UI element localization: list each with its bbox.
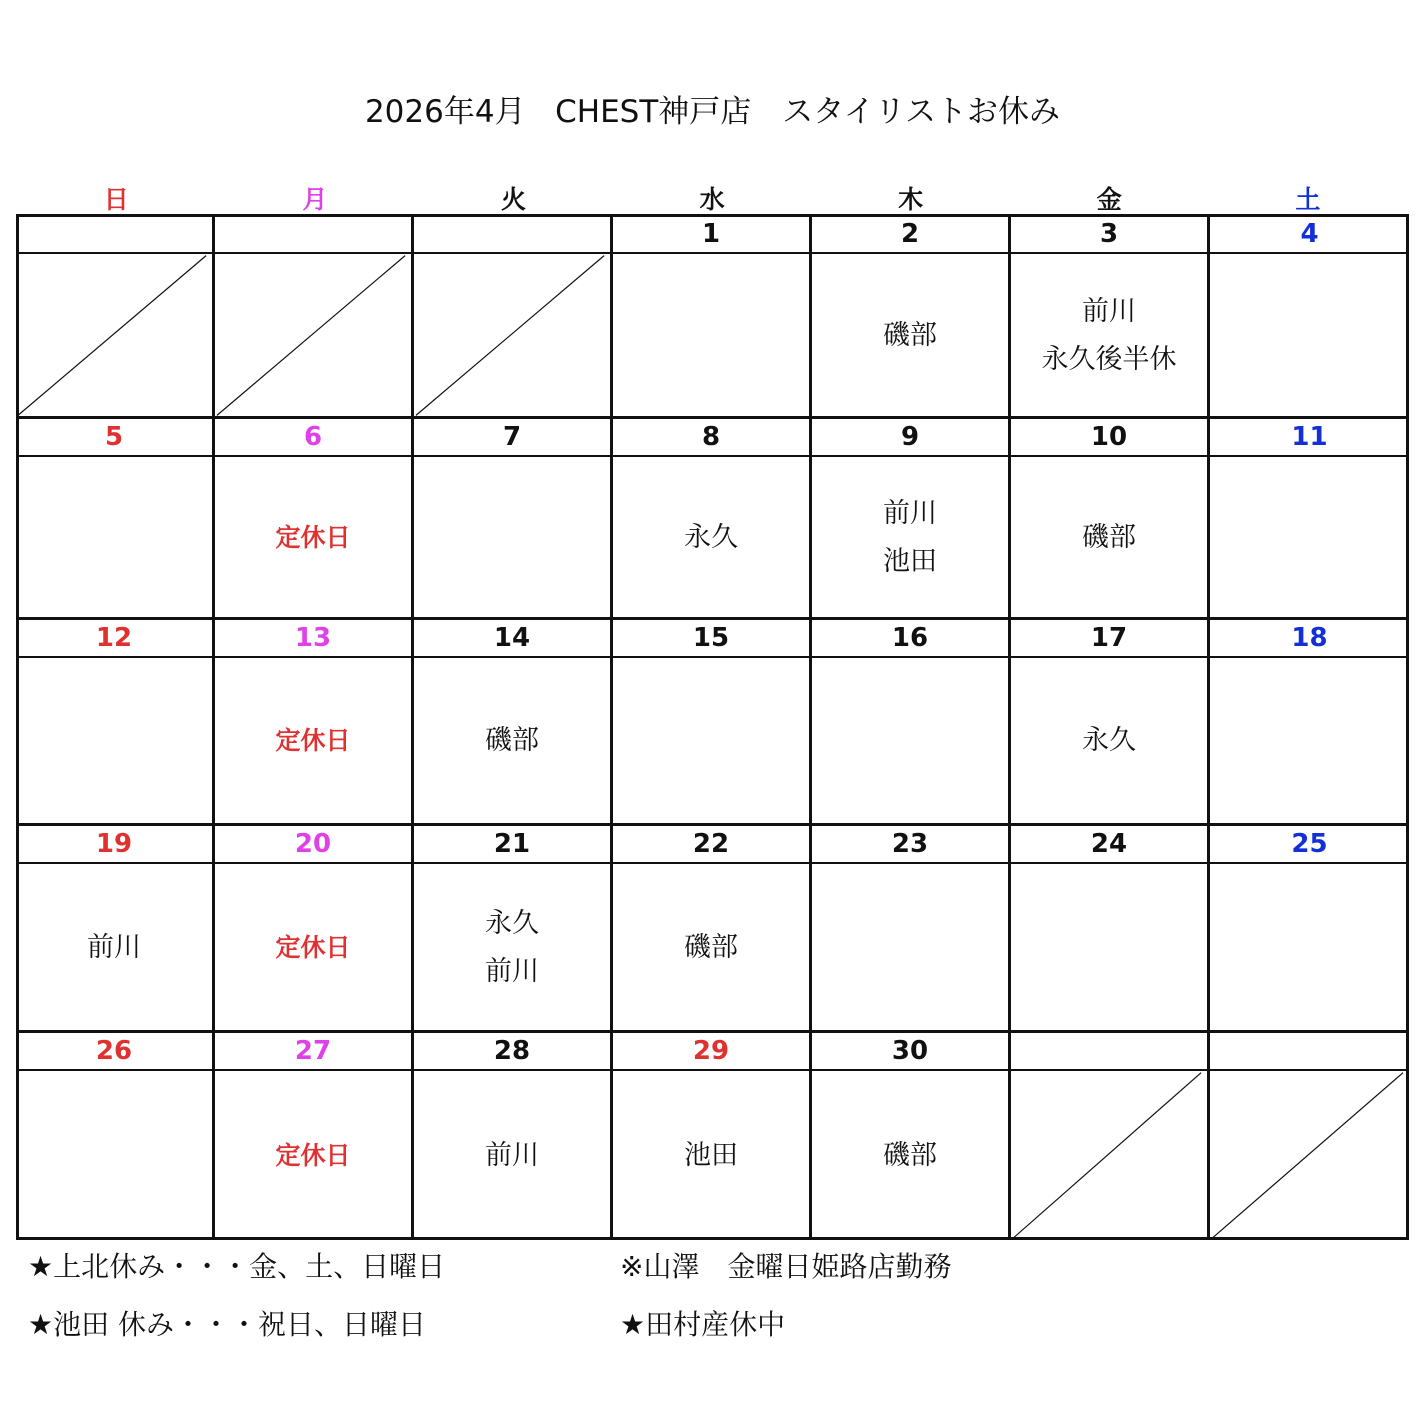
day-cell: [1011, 1031, 1210, 1240]
day-cell: [1210, 214, 1409, 417]
day-body: [812, 1071, 1008, 1240]
day-body: [812, 457, 1008, 618]
staff-off-entry: 前川: [485, 1139, 539, 1171]
day-cell: [812, 824, 1011, 1031]
staff-off-entry: 前川: [1082, 295, 1136, 327]
day-cell: [812, 417, 1011, 618]
day-number: [16, 214, 212, 254]
day-number: 23: [812, 824, 1008, 864]
day-body: [1011, 457, 1207, 618]
day-number: 10: [1011, 417, 1207, 457]
day-body: [215, 658, 411, 824]
day-cell: [1210, 618, 1409, 824]
day-number: 4: [1210, 214, 1409, 254]
day-number: 26: [16, 1031, 212, 1071]
blank-day-slash: [1011, 1071, 1207, 1240]
day-body: [613, 864, 809, 1031]
day-body: [613, 658, 809, 824]
day-number: 11: [1210, 417, 1409, 457]
day-number: 16: [812, 618, 1008, 658]
day-number: 17: [1011, 618, 1207, 658]
staff-off-entry: 前川: [87, 931, 141, 963]
day-cell: [414, 1031, 613, 1240]
day-number: 21: [414, 824, 610, 864]
staff-off-entry: 永久: [684, 521, 738, 553]
week-divider: [16, 416, 1409, 419]
day-number: 28: [414, 1031, 610, 1071]
day-cell: [613, 1031, 812, 1240]
blank-day-slash: [1210, 1071, 1409, 1240]
day-number: 20: [215, 824, 411, 864]
day-body: [1011, 254, 1207, 417]
day-number: 9: [812, 417, 1008, 457]
day-number: 19: [16, 824, 212, 864]
staff-off-entry: 磯部: [684, 931, 738, 963]
day-cell: [414, 824, 613, 1031]
day-number: 1: [613, 214, 809, 254]
day-cell: [1011, 618, 1210, 824]
week-row: [16, 1031, 1409, 1240]
day-number: 3: [1011, 214, 1207, 254]
day-cell: [1210, 824, 1409, 1031]
note-kamikita: ★上北休み・・・金、土、日曜日: [28, 1250, 446, 1283]
staff-off-entry: 永久後半休: [1041, 343, 1177, 375]
day-cell: [215, 618, 414, 824]
day-body: [16, 658, 212, 824]
day-cell: [1011, 214, 1210, 417]
day-body: [16, 457, 212, 618]
day-body: [16, 254, 212, 417]
day-cell: [1210, 417, 1409, 618]
day-body: [1011, 864, 1207, 1031]
note-yamazawa: ※山澤 金曜日姫路店勤務: [620, 1250, 952, 1283]
day-number: [1210, 1031, 1409, 1071]
staff-off-entry: 池田: [684, 1139, 738, 1171]
day-body: [613, 1071, 809, 1240]
day-body: [613, 457, 809, 618]
day-body: [16, 864, 212, 1031]
page-title: 2026年4月 CHEST神戸店 スタイリストお休み: [364, 94, 1061, 130]
weekday-header-0: 日: [103, 185, 129, 214]
staff-off-entry: 前川: [883, 497, 937, 529]
weekday-header-row: [17, 180, 1409, 216]
week-divider: [16, 1030, 1409, 1033]
day-cell: [812, 618, 1011, 824]
note-tamura: ★田村産休中: [620, 1308, 786, 1341]
day-body: [215, 457, 411, 618]
day-cell: [215, 214, 414, 417]
day-number: 30: [812, 1031, 1008, 1071]
week-row: [16, 214, 1409, 417]
day-number: 5: [16, 417, 212, 457]
day-body: [1210, 1071, 1409, 1240]
weekday-header-6: 土: [1295, 185, 1321, 214]
day-number: 6: [215, 417, 411, 457]
staff-off-entry: 磯部: [485, 725, 539, 756]
day-body: [812, 254, 1008, 417]
closed-day-label: 定休日: [275, 726, 351, 755]
day-cell: [16, 618, 215, 824]
day-number: 25: [1210, 824, 1409, 864]
staff-off-entry: 永久: [485, 907, 539, 939]
day-number: 24: [1011, 824, 1207, 864]
weekday-header-2: 火: [500, 185, 526, 214]
day-body: [414, 658, 610, 824]
note-ikeda: ★池田 休み・・・祝日、日曜日: [28, 1308, 427, 1341]
day-body: [812, 864, 1008, 1031]
day-body: [1210, 658, 1409, 824]
closed-day-label: 定休日: [275, 522, 351, 552]
day-body: [1210, 457, 1409, 618]
day-number: 22: [613, 824, 809, 864]
closed-day-label: 定休日: [275, 1140, 351, 1170]
day-number: 14: [414, 618, 610, 658]
weekday-header-1: 月: [302, 185, 328, 214]
weekday-header-5: 金: [1096, 185, 1122, 214]
day-cell: [613, 417, 812, 618]
closed-day-label: 定休日: [275, 932, 351, 962]
day-body: [1011, 1071, 1207, 1240]
staff-off-entry: 池田: [883, 545, 937, 577]
day-cell: [16, 417, 215, 618]
calendar-grid: [16, 214, 1409, 1240]
blank-day-slash: [414, 254, 610, 417]
day-number: 29: [613, 1031, 809, 1071]
day-number: 7: [414, 417, 610, 457]
day-cell: [414, 417, 613, 618]
day-cell: [215, 824, 414, 1031]
day-body: [215, 254, 411, 417]
day-body: [414, 864, 610, 1031]
day-number: 8: [613, 417, 809, 457]
day-cell: [16, 824, 215, 1031]
day-cell: [613, 618, 812, 824]
day-number: 18: [1210, 618, 1409, 658]
day-body: [215, 1071, 411, 1240]
day-cell: [1011, 417, 1210, 618]
weekday-header-3: 水: [699, 185, 725, 214]
day-cell: [16, 214, 215, 417]
blank-day-slash: [16, 254, 212, 417]
day-body: [414, 457, 610, 618]
day-number: [1011, 1031, 1207, 1071]
day-cell: [16, 1031, 215, 1240]
week-divider: [16, 617, 1409, 620]
day-cell: [414, 618, 613, 824]
day-body: [414, 254, 610, 417]
week-row: [16, 618, 1409, 824]
day-number: 13: [215, 618, 411, 658]
blank-day-slash: [215, 254, 411, 417]
staff-off-entry: 永久: [1082, 725, 1136, 756]
staff-off-entry: 磯部: [883, 319, 937, 351]
day-number: 12: [16, 618, 212, 658]
day-cell: [1210, 1031, 1409, 1240]
day-body: [1210, 254, 1409, 417]
staff-off-entry: 磯部: [1082, 521, 1136, 553]
day-body: [1210, 864, 1409, 1031]
day-body: [613, 254, 809, 417]
day-cell: [812, 1031, 1011, 1240]
staff-off-entry: 磯部: [883, 1139, 937, 1171]
day-body: [215, 864, 411, 1031]
day-cell: [613, 824, 812, 1031]
day-body: [812, 658, 1008, 824]
day-number: [414, 214, 610, 254]
day-cell: [812, 214, 1011, 417]
day-cell: [1011, 824, 1210, 1031]
staff-off-entry: 前川: [485, 955, 539, 987]
day-number: 2: [812, 214, 1008, 254]
day-cell: [215, 1031, 414, 1240]
weekday-header-4: 木: [898, 185, 924, 214]
day-number: 15: [613, 618, 809, 658]
day-cell: [414, 214, 613, 417]
day-body: [16, 1071, 212, 1240]
week-divider: [16, 823, 1409, 826]
day-number: 27: [215, 1031, 411, 1071]
day-body: [1011, 658, 1207, 824]
day-cell: [215, 417, 414, 618]
day-body: [414, 1071, 610, 1240]
day-number: [215, 214, 411, 254]
week-row: [16, 824, 1409, 1031]
week-row: [16, 417, 1409, 618]
day-cell: [613, 214, 812, 417]
